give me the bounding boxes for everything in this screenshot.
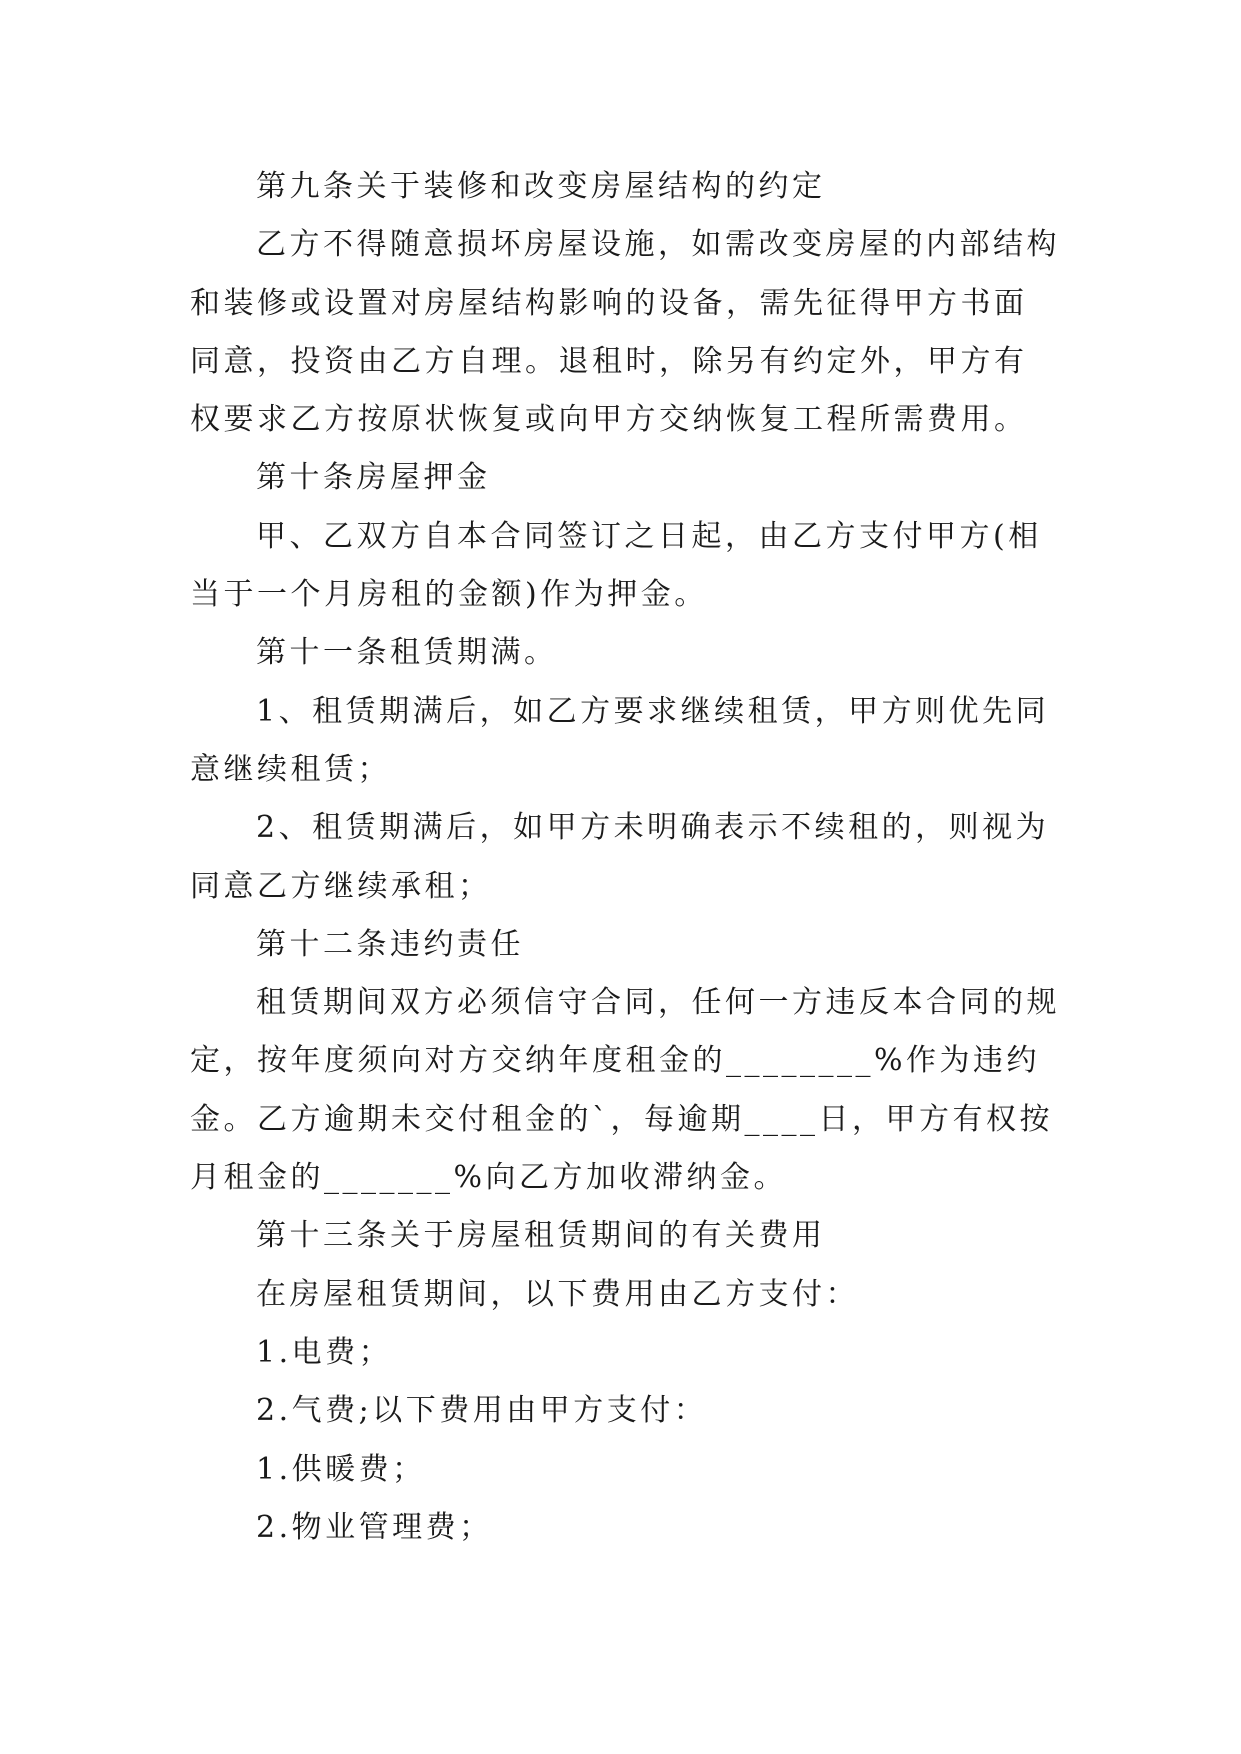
article-10-text: 甲、乙双方自本合同签订之日起，由乙方支付甲方(相当于一个月房租的金额)作为押金。 [190,518,1042,613]
tenant-fee-item-2: 2.气费;以下费用由甲方支付： [256,1393,708,1429]
landlord-fee-item-1: 1.供暖费； [256,1451,426,1487]
article-11-item-1: 1、租赁期满后，如乙方要求继续租赁，甲方则优先同意继续租赁； [190,693,1050,787]
document-body [190,158,1060,1557]
article-13-heading: 第十三条关于房屋租赁期间的有关费用 [256,1218,826,1254]
article-12-text: 租赁期间双方必须信守合同，任何一方违反本合同的规定，按年度须向对方交纳年度租金的________%作为违约金。乙方逾期未交付租金的`，每逾期____日，甲方有权按月租金的_______%向乙方加收滞纳金。 [190,985,1060,1196]
article-9-text: 乙方不得随意损坏房屋设施，如需改变房屋的内部结构和装修或设置对房屋结构影响的设备，需先征得甲方书面同意，投资由乙方自理。退租时，除另有约定外，甲方有权要求乙方按原状恢复或向甲方交纳恢复工程所需费用。 [190,227,1060,438]
article-10-heading: 第十条房屋押金 [256,460,491,496]
article-11-item-2: 2、租赁期满后，如甲方未明确表示不续租的，则视为同意乙方继续承租； [190,810,1050,904]
article-9-heading: 第九条关于装修和改变房屋结构的约定 [256,169,826,204]
landlord-fee-item-2: 2.物业管理费； [256,1509,493,1545]
article-13-intro: 在房屋租赁期间，以下费用由乙方支付： [256,1276,859,1312]
tenant-fee-item-1: 1.电费； [256,1334,393,1370]
article-12-heading: 第十二条违约责任 [256,926,524,962]
article-11-heading: 第十一条租赁期满。 [256,635,558,671]
